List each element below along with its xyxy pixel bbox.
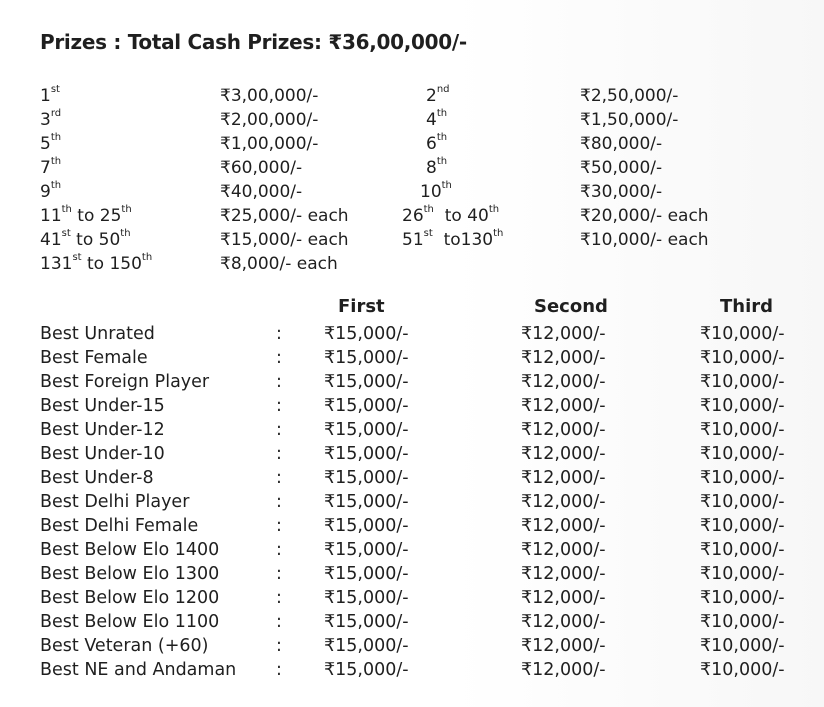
third-prize: ₹10,000/- — [700, 612, 785, 632]
rank-prize: ₹2,00,000/- — [220, 110, 319, 130]
header-third: Third — [720, 296, 774, 317]
rank-prize: ₹15,000/- each — [220, 230, 349, 250]
rank-row — [40, 134, 760, 158]
rank-prize: ₹10,000/- each — [580, 230, 709, 250]
colon-separator: : — [276, 660, 282, 680]
rank-row — [40, 86, 760, 110]
second-prize: ₹12,000/- — [521, 564, 606, 584]
colon-separator: : — [276, 396, 282, 416]
category-label: Best Below Elo 1300 — [40, 564, 220, 584]
colon-separator: : — [276, 540, 282, 560]
rank-prize: ₹2,50,000/- — [580, 86, 679, 106]
special-prizes-header — [40, 296, 800, 324]
rank-prize: ₹8,000/- each — [220, 254, 338, 274]
category-label: Best Delhi Player — [40, 492, 190, 512]
category-label: Best Below Elo 1200 — [40, 588, 220, 608]
table-row — [40, 348, 800, 372]
third-prize: ₹10,000/- — [700, 564, 785, 584]
colon-separator: : — [276, 636, 282, 656]
first-prize: ₹15,000/- — [324, 612, 409, 632]
colon-separator: : — [276, 444, 282, 464]
rank-row — [40, 230, 760, 254]
category-label: Best Foreign Player — [40, 372, 210, 392]
rank-label: 10th — [420, 180, 452, 202]
third-prize: ₹10,000/- — [700, 516, 785, 536]
rank-row — [40, 110, 760, 134]
table-row — [40, 372, 800, 396]
table-row — [40, 564, 800, 588]
second-prize: ₹12,000/- — [521, 372, 606, 392]
rank-label: 51st to130th — [402, 228, 504, 250]
colon-separator: : — [276, 468, 282, 488]
colon-separator: : — [276, 492, 282, 512]
category-label: Best Veteran (+60) — [40, 636, 209, 656]
third-prize: ₹10,000/- — [700, 324, 785, 344]
table-row — [40, 324, 800, 348]
table-row — [40, 516, 800, 540]
rank-label: 41st to 50th — [40, 228, 131, 250]
first-prize: ₹15,000/- — [324, 492, 409, 512]
page-title — [40, 30, 467, 54]
rank-label: 1st — [40, 84, 60, 106]
rank-label: 3rd — [40, 108, 62, 130]
first-prize: ₹15,000/- — [324, 396, 409, 416]
first-prize: ₹15,000/- — [324, 420, 409, 440]
third-prize: ₹10,000/- — [700, 588, 785, 608]
second-prize: ₹12,000/- — [521, 396, 606, 416]
colon-separator: : — [276, 420, 282, 440]
first-prize: ₹15,000/- — [324, 660, 409, 680]
title-label: Prizes : Total Cash Prizes: — [40, 30, 329, 54]
colon-separator: : — [276, 564, 282, 584]
rank-prize: ₹50,000/- — [580, 158, 663, 178]
colon-separator: : — [276, 612, 282, 632]
category-label: Best Under-10 — [40, 444, 165, 464]
colon-separator: : — [276, 348, 282, 368]
rank-prize: ₹1,50,000/- — [580, 110, 679, 130]
rank-prize: ₹20,000/- each — [580, 206, 709, 226]
rank-row — [40, 206, 760, 230]
rank-row — [40, 254, 760, 278]
table-row — [40, 612, 800, 636]
first-prize: ₹15,000/- — [324, 540, 409, 560]
third-prize: ₹10,000/- — [700, 396, 785, 416]
third-prize: ₹10,000/- — [700, 444, 785, 464]
first-prize: ₹15,000/- — [324, 588, 409, 608]
category-label: Best Under-8 — [40, 468, 154, 488]
rank-prize: ₹3,00,000/- — [220, 86, 319, 106]
category-label: Best Below Elo 1400 — [40, 540, 220, 560]
second-prize: ₹12,000/- — [521, 516, 606, 536]
third-prize: ₹10,000/- — [700, 492, 785, 512]
third-prize: ₹10,000/- — [700, 348, 785, 368]
second-prize: ₹12,000/- — [521, 420, 606, 440]
rank-label: 131st to 150th — [40, 252, 153, 274]
table-row — [40, 396, 800, 420]
table-row — [40, 588, 800, 612]
header-second: Second — [534, 296, 608, 317]
table-row — [40, 540, 800, 564]
table-row — [40, 420, 800, 444]
rank-prize-list — [40, 86, 760, 278]
third-prize: ₹10,000/- — [700, 540, 785, 560]
first-prize: ₹15,000/- — [324, 348, 409, 368]
second-prize: ₹12,000/- — [521, 348, 606, 368]
table-row — [40, 660, 800, 684]
third-prize: ₹10,000/- — [700, 372, 785, 392]
second-prize: ₹12,000/- — [521, 468, 606, 488]
table-row — [40, 636, 800, 660]
second-prize: ₹12,000/- — [521, 588, 606, 608]
header-first: First — [338, 296, 385, 317]
first-prize: ₹15,000/- — [324, 564, 409, 584]
colon-separator: : — [276, 588, 282, 608]
second-prize: ₹12,000/- — [521, 492, 606, 512]
third-prize: ₹10,000/- — [700, 660, 785, 680]
special-prizes-table — [40, 296, 800, 684]
rank-prize: ₹80,000/- — [580, 134, 663, 154]
rank-row — [40, 158, 760, 182]
first-prize: ₹15,000/- — [324, 468, 409, 488]
rank-label: 8th — [426, 156, 448, 178]
colon-separator: : — [276, 516, 282, 536]
rank-label: 11th to 25th — [40, 204, 132, 226]
first-prize: ₹15,000/- — [324, 636, 409, 656]
second-prize: ₹12,000/- — [521, 444, 606, 464]
first-prize: ₹15,000/- — [324, 516, 409, 536]
rank-prize: ₹1,00,000/- — [220, 134, 319, 154]
rank-label: 6th — [426, 132, 448, 154]
category-label: Best Under-15 — [40, 396, 165, 416]
rank-label: 7th — [40, 156, 62, 178]
rank-row — [40, 182, 760, 206]
table-row — [40, 492, 800, 516]
second-prize: ₹12,000/- — [521, 324, 606, 344]
third-prize: ₹10,000/- — [700, 636, 785, 656]
third-prize: ₹10,000/- — [700, 420, 785, 440]
category-label: Best Unrated — [40, 324, 155, 344]
category-label: Best Below Elo 1100 — [40, 612, 220, 632]
colon-separator: : — [276, 324, 282, 344]
third-prize: ₹10,000/- — [700, 468, 785, 488]
rank-prize: ₹30,000/- — [580, 182, 663, 202]
table-row — [40, 444, 800, 468]
rank-label: 26th to 40th — [402, 204, 500, 226]
first-prize: ₹15,000/- — [324, 324, 409, 344]
category-label: Best Delhi Female — [40, 516, 199, 536]
total-prize-amount: ₹36,00,000/- — [328, 30, 467, 54]
rank-prize: ₹40,000/- — [220, 182, 303, 202]
category-label: Best Under-12 — [40, 420, 165, 440]
rank-label: 4th — [426, 108, 448, 130]
table-row — [40, 468, 800, 492]
first-prize: ₹15,000/- — [324, 372, 409, 392]
second-prize: ₹12,000/- — [521, 540, 606, 560]
rank-label: 9th — [40, 180, 62, 202]
second-prize: ₹12,000/- — [521, 636, 606, 656]
second-prize: ₹12,000/- — [521, 660, 606, 680]
rank-prize: ₹25,000/- each — [220, 206, 349, 226]
category-label: Best NE and Andaman — [40, 660, 237, 680]
rank-prize: ₹60,000/- — [220, 158, 303, 178]
rank-label: 5th — [40, 132, 62, 154]
colon-separator: : — [276, 372, 282, 392]
category-label: Best Female — [40, 348, 148, 368]
first-prize: ₹15,000/- — [324, 444, 409, 464]
second-prize: ₹12,000/- — [521, 612, 606, 632]
rank-label: 2nd — [426, 84, 450, 106]
